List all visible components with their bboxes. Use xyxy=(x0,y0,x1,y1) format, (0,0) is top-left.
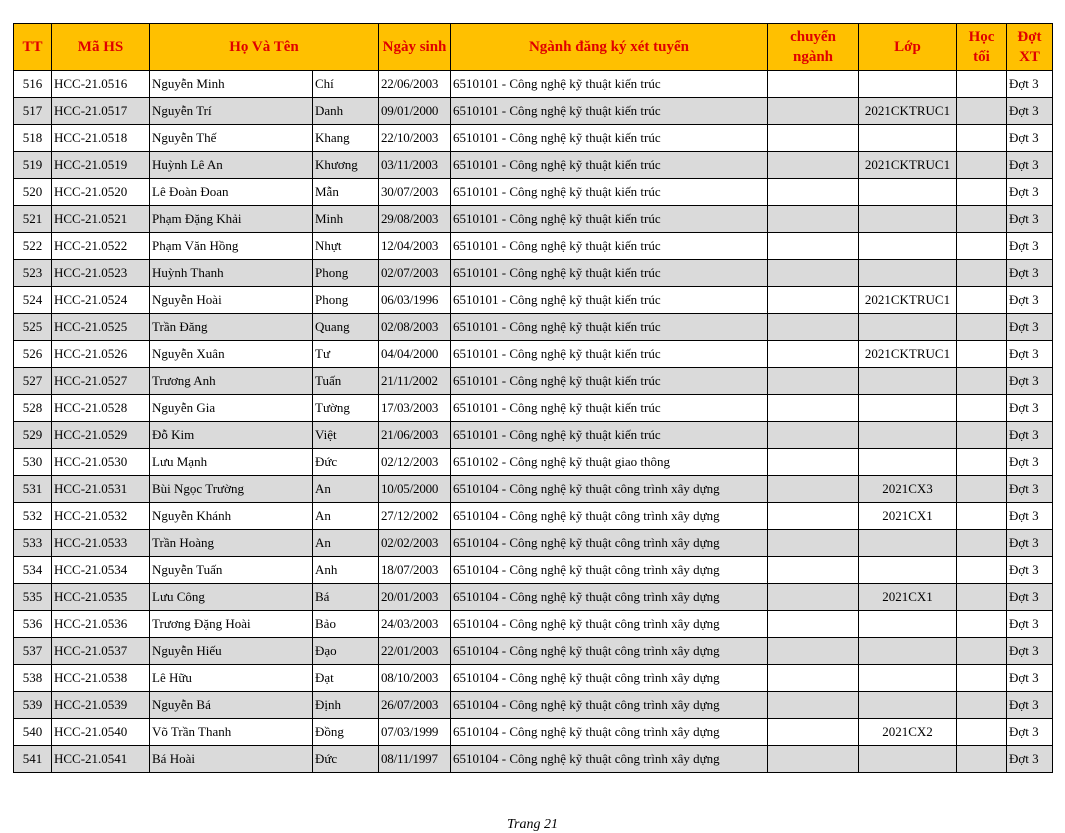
cell-ngay-sinh: 27/12/2002 xyxy=(379,503,451,530)
cell-hoc-toi xyxy=(957,719,1007,746)
cell-ngay-sinh: 22/01/2003 xyxy=(379,638,451,665)
header-chuyen-nganh: chuyển ngành xyxy=(768,24,859,71)
cell-ten: An xyxy=(313,530,379,557)
cell-tt: 521 xyxy=(14,206,52,233)
cell-hoc-toi xyxy=(957,314,1007,341)
cell-dot-xt: Đợt 3 xyxy=(1007,233,1053,260)
cell-ho: Nguyễn Trí xyxy=(150,98,313,125)
cell-hoc-toi xyxy=(957,71,1007,98)
cell-ma-hs: HCC-21.0527 xyxy=(52,368,150,395)
cell-lop xyxy=(859,746,957,773)
cell-lop xyxy=(859,611,957,638)
cell-ho: Bá Hoài xyxy=(150,746,313,773)
cell-hoc-toi xyxy=(957,341,1007,368)
cell-tt: 530 xyxy=(14,449,52,476)
cell-nganh: 6510101 - Công nghệ kỹ thuật kiến trúc xyxy=(451,179,768,206)
cell-ho: Nguyễn Hoài xyxy=(150,287,313,314)
cell-nganh: 6510101 - Công nghệ kỹ thuật kiến trúc xyxy=(451,341,768,368)
cell-tt: 535 xyxy=(14,584,52,611)
cell-tt: 518 xyxy=(14,125,52,152)
cell-ma-hs: HCC-21.0517 xyxy=(52,98,150,125)
cell-ten: Đạo xyxy=(313,638,379,665)
cell-ngay-sinh: 21/11/2002 xyxy=(379,368,451,395)
cell-ten: Quang xyxy=(313,314,379,341)
cell-hoc-toi xyxy=(957,557,1007,584)
table-row xyxy=(14,422,1053,449)
student-roster-table xyxy=(13,23,1053,773)
cell-lop xyxy=(859,422,957,449)
cell-chuyen-nganh xyxy=(768,584,859,611)
cell-nganh: 6510104 - Công nghệ kỹ thuật công trình xây dựng xyxy=(451,665,768,692)
cell-lop xyxy=(859,206,957,233)
cell-ngay-sinh: 26/07/2003 xyxy=(379,692,451,719)
cell-chuyen-nganh xyxy=(768,665,859,692)
cell-ma-hs: HCC-21.0537 xyxy=(52,638,150,665)
cell-ngay-sinh: 20/01/2003 xyxy=(379,584,451,611)
header-hoc-toi: Học tối xyxy=(957,24,1007,71)
cell-tt: 520 xyxy=(14,179,52,206)
cell-ma-hs: HCC-21.0536 xyxy=(52,611,150,638)
cell-chuyen-nganh xyxy=(768,260,859,287)
cell-tt: 522 xyxy=(14,233,52,260)
table-row xyxy=(14,260,1053,287)
table-row xyxy=(14,449,1053,476)
cell-ho: Bùi Ngọc Trường xyxy=(150,476,313,503)
cell-hoc-toi xyxy=(957,584,1007,611)
cell-lop: 2021CKTRUC1 xyxy=(859,287,957,314)
cell-ten: Tuấn xyxy=(313,368,379,395)
cell-dot-xt: Đợt 3 xyxy=(1007,125,1053,152)
cell-nganh: 6510101 - Công nghệ kỹ thuật kiến trúc xyxy=(451,368,768,395)
cell-lop xyxy=(859,395,957,422)
cell-hoc-toi xyxy=(957,368,1007,395)
cell-tt: 533 xyxy=(14,530,52,557)
table-row xyxy=(14,98,1053,125)
cell-dot-xt: Đợt 3 xyxy=(1007,611,1053,638)
cell-ma-hs: HCC-21.0534 xyxy=(52,557,150,584)
cell-tt: 516 xyxy=(14,71,52,98)
table-row xyxy=(14,584,1053,611)
cell-tt: 523 xyxy=(14,260,52,287)
cell-dot-xt: Đợt 3 xyxy=(1007,746,1053,773)
cell-hoc-toi xyxy=(957,638,1007,665)
cell-ten: Việt xyxy=(313,422,379,449)
cell-hoc-toi xyxy=(957,665,1007,692)
cell-ten: Mẫn xyxy=(313,179,379,206)
cell-nganh: 6510104 - Công nghệ kỹ thuật công trình xây dựng xyxy=(451,557,768,584)
cell-ho: Đỗ Kim xyxy=(150,422,313,449)
cell-ho: Nguyễn Bá xyxy=(150,692,313,719)
cell-chuyen-nganh xyxy=(768,152,859,179)
cell-dot-xt: Đợt 3 xyxy=(1007,665,1053,692)
cell-ten: An xyxy=(313,503,379,530)
cell-lop: 2021CX1 xyxy=(859,503,957,530)
cell-ma-hs: HCC-21.0540 xyxy=(52,719,150,746)
cell-ten: Nhựt xyxy=(313,233,379,260)
header-lop: Lớp xyxy=(859,24,957,71)
cell-ten: Tường xyxy=(313,395,379,422)
cell-dot-xt: Đợt 3 xyxy=(1007,503,1053,530)
cell-chuyen-nganh xyxy=(768,530,859,557)
cell-ten: An xyxy=(313,476,379,503)
cell-ho: Lưu Công xyxy=(150,584,313,611)
cell-chuyen-nganh xyxy=(768,611,859,638)
cell-chuyen-nganh xyxy=(768,179,859,206)
cell-ho: Võ Trần Thanh xyxy=(150,719,313,746)
cell-tt: 525 xyxy=(14,314,52,341)
cell-chuyen-nganh xyxy=(768,314,859,341)
cell-nganh: 6510101 - Công nghệ kỹ thuật kiến trúc xyxy=(451,233,768,260)
cell-hoc-toi xyxy=(957,287,1007,314)
cell-lop: 2021CKTRUC1 xyxy=(859,341,957,368)
cell-ho: Trương Đặng Hoài xyxy=(150,611,313,638)
cell-ma-hs: HCC-21.0529 xyxy=(52,422,150,449)
cell-ngay-sinh: 02/08/2003 xyxy=(379,314,451,341)
cell-ho: Nguyễn Gia xyxy=(150,395,313,422)
header-nganh: Ngành đăng ký xét tuyển xyxy=(451,24,768,71)
cell-tt: 539 xyxy=(14,692,52,719)
cell-lop xyxy=(859,530,957,557)
cell-ma-hs: HCC-21.0520 xyxy=(52,179,150,206)
cell-ho: Lê Hữu xyxy=(150,665,313,692)
cell-ngay-sinh: 24/03/2003 xyxy=(379,611,451,638)
cell-hoc-toi xyxy=(957,395,1007,422)
cell-chuyen-nganh xyxy=(768,125,859,152)
cell-hoc-toi xyxy=(957,260,1007,287)
cell-nganh: 6510101 - Công nghệ kỹ thuật kiến trúc xyxy=(451,71,768,98)
cell-nganh: 6510101 - Công nghệ kỹ thuật kiến trúc xyxy=(451,152,768,179)
header-dot-xt: Đợt XT xyxy=(1007,24,1053,71)
cell-hoc-toi xyxy=(957,125,1007,152)
cell-dot-xt: Đợt 3 xyxy=(1007,476,1053,503)
cell-nganh: 6510101 - Công nghệ kỹ thuật kiến trúc xyxy=(451,422,768,449)
cell-ho: Phạm Đặng Khải xyxy=(150,206,313,233)
cell-nganh: 6510104 - Công nghệ kỹ thuật công trình xây dựng xyxy=(451,638,768,665)
cell-ngay-sinh: 22/10/2003 xyxy=(379,125,451,152)
table-row xyxy=(14,341,1053,368)
cell-ngay-sinh: 08/11/1997 xyxy=(379,746,451,773)
table-row xyxy=(14,530,1053,557)
cell-ma-hs: HCC-21.0535 xyxy=(52,584,150,611)
cell-ngay-sinh: 09/01/2000 xyxy=(379,98,451,125)
cell-ngay-sinh: 02/07/2003 xyxy=(379,260,451,287)
cell-ma-hs: HCC-21.0530 xyxy=(52,449,150,476)
cell-nganh: 6510104 - Công nghệ kỹ thuật công trình xây dựng xyxy=(451,611,768,638)
cell-ten: Danh xyxy=(313,98,379,125)
cell-dot-xt: Đợt 3 xyxy=(1007,368,1053,395)
cell-hoc-toi xyxy=(957,476,1007,503)
cell-chuyen-nganh xyxy=(768,71,859,98)
cell-nganh: 6510104 - Công nghệ kỹ thuật công trình xây dựng xyxy=(451,530,768,557)
cell-hoc-toi xyxy=(957,206,1007,233)
cell-dot-xt: Đợt 3 xyxy=(1007,152,1053,179)
table-row xyxy=(14,395,1053,422)
cell-lop xyxy=(859,314,957,341)
cell-dot-xt: Đợt 3 xyxy=(1007,530,1053,557)
cell-ngay-sinh: 30/07/2003 xyxy=(379,179,451,206)
cell-lop xyxy=(859,260,957,287)
cell-dot-xt: Đợt 3 xyxy=(1007,98,1053,125)
cell-ho: Nguyễn Hiếu xyxy=(150,638,313,665)
cell-tt: 537 xyxy=(14,638,52,665)
cell-ten: Chí xyxy=(313,71,379,98)
cell-hoc-toi xyxy=(957,422,1007,449)
cell-lop xyxy=(859,557,957,584)
cell-lop: 2021CX2 xyxy=(859,719,957,746)
cell-nganh: 6510104 - Công nghệ kỹ thuật công trình xây dựng xyxy=(451,692,768,719)
cell-ma-hs: HCC-21.0526 xyxy=(52,341,150,368)
cell-ngay-sinh: 21/06/2003 xyxy=(379,422,451,449)
cell-ho: Nguyễn Khánh xyxy=(150,503,313,530)
cell-tt: 540 xyxy=(14,719,52,746)
table-row xyxy=(14,611,1053,638)
cell-ten: Phong xyxy=(313,287,379,314)
cell-hoc-toi xyxy=(957,503,1007,530)
cell-ngay-sinh: 29/08/2003 xyxy=(379,206,451,233)
cell-ten: Phong xyxy=(313,260,379,287)
cell-ho: Nguyễn Xuân xyxy=(150,341,313,368)
table-row xyxy=(14,71,1053,98)
cell-ma-hs: HCC-21.0523 xyxy=(52,260,150,287)
cell-chuyen-nganh xyxy=(768,422,859,449)
cell-tt: 531 xyxy=(14,476,52,503)
cell-ho: Lê Đoàn Đoan xyxy=(150,179,313,206)
cell-chuyen-nganh xyxy=(768,368,859,395)
cell-nganh: 6510104 - Công nghệ kỹ thuật công trình xây dựng xyxy=(451,476,768,503)
table-row xyxy=(14,665,1053,692)
cell-lop: 2021CX3 xyxy=(859,476,957,503)
cell-ho: Nguyễn Minh xyxy=(150,71,313,98)
cell-dot-xt: Đợt 3 xyxy=(1007,314,1053,341)
cell-lop xyxy=(859,638,957,665)
cell-tt: 517 xyxy=(14,98,52,125)
cell-ma-hs: HCC-21.0538 xyxy=(52,665,150,692)
cell-hoc-toi xyxy=(957,746,1007,773)
table-row xyxy=(14,206,1053,233)
table-row xyxy=(14,233,1053,260)
cell-ngay-sinh: 22/06/2003 xyxy=(379,71,451,98)
cell-tt: 538 xyxy=(14,665,52,692)
cell-hoc-toi xyxy=(957,449,1007,476)
cell-ho: Trần Đăng xyxy=(150,314,313,341)
cell-ngay-sinh: 02/02/2003 xyxy=(379,530,451,557)
cell-chuyen-nganh xyxy=(768,503,859,530)
cell-ma-hs: HCC-21.0528 xyxy=(52,395,150,422)
cell-nganh: 6510102 - Công nghệ kỹ thuật giao thông xyxy=(451,449,768,476)
cell-ten: Đạt xyxy=(313,665,379,692)
cell-ho: Huỳnh Lê An xyxy=(150,152,313,179)
table-row xyxy=(14,179,1053,206)
cell-ten: Đức xyxy=(313,449,379,476)
cell-ngay-sinh: 03/11/2003 xyxy=(379,152,451,179)
cell-tt: 526 xyxy=(14,341,52,368)
cell-nganh: 6510101 - Công nghệ kỹ thuật kiến trúc xyxy=(451,395,768,422)
cell-ma-hs: HCC-21.0518 xyxy=(52,125,150,152)
cell-ma-hs: HCC-21.0533 xyxy=(52,530,150,557)
table-row xyxy=(14,719,1053,746)
cell-dot-xt: Đợt 3 xyxy=(1007,638,1053,665)
cell-tt: 527 xyxy=(14,368,52,395)
cell-tt: 519 xyxy=(14,152,52,179)
cell-nganh: 6510104 - Công nghệ kỹ thuật công trình xây dựng xyxy=(451,719,768,746)
cell-dot-xt: Đợt 3 xyxy=(1007,341,1053,368)
cell-ma-hs: HCC-21.0531 xyxy=(52,476,150,503)
cell-ma-hs: HCC-21.0524 xyxy=(52,287,150,314)
cell-tt: 534 xyxy=(14,557,52,584)
cell-ho: Lưu Mạnh xyxy=(150,449,313,476)
cell-chuyen-nganh xyxy=(768,206,859,233)
cell-dot-xt: Đợt 3 xyxy=(1007,584,1053,611)
cell-ngay-sinh: 04/04/2000 xyxy=(379,341,451,368)
cell-ho: Trương Anh xyxy=(150,368,313,395)
cell-lop: 2021CX1 xyxy=(859,584,957,611)
cell-dot-xt: Đợt 3 xyxy=(1007,206,1053,233)
cell-lop xyxy=(859,692,957,719)
cell-dot-xt: Đợt 3 xyxy=(1007,557,1053,584)
cell-ma-hs: HCC-21.0539 xyxy=(52,692,150,719)
cell-lop xyxy=(859,665,957,692)
cell-lop xyxy=(859,125,957,152)
cell-ten: Khang xyxy=(313,125,379,152)
table-row xyxy=(14,314,1053,341)
cell-hoc-toi xyxy=(957,611,1007,638)
cell-chuyen-nganh xyxy=(768,395,859,422)
page-number: Trang 21 xyxy=(507,817,558,832)
cell-dot-xt: Đợt 3 xyxy=(1007,692,1053,719)
cell-chuyen-nganh xyxy=(768,557,859,584)
table-row xyxy=(14,287,1053,314)
cell-tt: 524 xyxy=(14,287,52,314)
cell-nganh: 6510104 - Công nghệ kỹ thuật công trình xây dựng xyxy=(451,584,768,611)
cell-lop xyxy=(859,449,957,476)
cell-ma-hs: HCC-21.0521 xyxy=(52,206,150,233)
cell-dot-xt: Đợt 3 xyxy=(1007,260,1053,287)
cell-chuyen-nganh xyxy=(768,719,859,746)
cell-ho: Phạm Văn Hồng xyxy=(150,233,313,260)
cell-nganh: 6510101 - Công nghệ kỹ thuật kiến trúc xyxy=(451,125,768,152)
cell-hoc-toi xyxy=(957,530,1007,557)
cell-ho: Nguyễn Tuấn xyxy=(150,557,313,584)
header-ngay-sinh: Ngày sinh xyxy=(379,24,451,71)
cell-ma-hs: HCC-21.0532 xyxy=(52,503,150,530)
table-row xyxy=(14,152,1053,179)
cell-lop xyxy=(859,179,957,206)
cell-chuyen-nganh xyxy=(768,746,859,773)
cell-ten: Đồng xyxy=(313,719,379,746)
cell-chuyen-nganh xyxy=(768,233,859,260)
cell-ngay-sinh: 02/12/2003 xyxy=(379,449,451,476)
table-row xyxy=(14,557,1053,584)
cell-ngay-sinh: 17/03/2003 xyxy=(379,395,451,422)
table-row xyxy=(14,638,1053,665)
cell-tt: 536 xyxy=(14,611,52,638)
cell-tt: 528 xyxy=(14,395,52,422)
cell-chuyen-nganh xyxy=(768,287,859,314)
cell-nganh: 6510104 - Công nghệ kỹ thuật công trình xây dựng xyxy=(451,503,768,530)
cell-dot-xt: Đợt 3 xyxy=(1007,422,1053,449)
cell-ngay-sinh: 08/10/2003 xyxy=(379,665,451,692)
table-header-row xyxy=(14,24,1053,71)
cell-ngay-sinh: 18/07/2003 xyxy=(379,557,451,584)
header-ho-ten: Họ Và Tên xyxy=(150,24,379,71)
cell-chuyen-nganh xyxy=(768,449,859,476)
cell-ten: Tư xyxy=(313,341,379,368)
cell-dot-xt: Đợt 3 xyxy=(1007,179,1053,206)
cell-ten: Định xyxy=(313,692,379,719)
cell-nganh: 6510101 - Công nghệ kỹ thuật kiến trúc xyxy=(451,98,768,125)
cell-lop: 2021CKTRUC1 xyxy=(859,152,957,179)
cell-ten: Khương xyxy=(313,152,379,179)
cell-dot-xt: Đợt 3 xyxy=(1007,71,1053,98)
cell-nganh: 6510101 - Công nghệ kỹ thuật kiến trúc xyxy=(451,314,768,341)
cell-ho: Huỳnh Thanh xyxy=(150,260,313,287)
table-row xyxy=(14,476,1053,503)
cell-chuyen-nganh xyxy=(768,341,859,368)
table-body xyxy=(14,71,1053,773)
cell-chuyen-nganh xyxy=(768,98,859,125)
cell-ho: Nguyễn Thế xyxy=(150,125,313,152)
table-row xyxy=(14,746,1053,773)
cell-chuyen-nganh xyxy=(768,692,859,719)
cell-ma-hs: HCC-21.0525 xyxy=(52,314,150,341)
cell-ten: Đức xyxy=(313,746,379,773)
cell-ma-hs: HCC-21.0522 xyxy=(52,233,150,260)
cell-dot-xt: Đợt 3 xyxy=(1007,395,1053,422)
table-row xyxy=(14,125,1053,152)
cell-ngay-sinh: 07/03/1999 xyxy=(379,719,451,746)
cell-lop xyxy=(859,71,957,98)
cell-hoc-toi xyxy=(957,152,1007,179)
header-tt: TT xyxy=(14,24,52,71)
cell-ten: Bá xyxy=(313,584,379,611)
cell-nganh: 6510101 - Công nghệ kỹ thuật kiến trúc xyxy=(451,260,768,287)
cell-tt: 532 xyxy=(14,503,52,530)
cell-lop xyxy=(859,233,957,260)
cell-chuyen-nganh xyxy=(768,476,859,503)
cell-nganh: 6510104 - Công nghệ kỹ thuật công trình xây dựng xyxy=(451,746,768,773)
cell-ten: Anh xyxy=(313,557,379,584)
cell-tt: 541 xyxy=(14,746,52,773)
cell-dot-xt: Đợt 3 xyxy=(1007,287,1053,314)
cell-ma-hs: HCC-21.0516 xyxy=(52,71,150,98)
table-row xyxy=(14,368,1053,395)
cell-ma-hs: HCC-21.0541 xyxy=(52,746,150,773)
cell-ten: Bảo xyxy=(313,611,379,638)
cell-hoc-toi xyxy=(957,233,1007,260)
cell-tt: 529 xyxy=(14,422,52,449)
cell-ho: Trần Hoàng xyxy=(150,530,313,557)
cell-lop: 2021CKTRUC1 xyxy=(859,98,957,125)
table-row xyxy=(14,503,1053,530)
cell-dot-xt: Đợt 3 xyxy=(1007,719,1053,746)
table-row xyxy=(14,692,1053,719)
header-ma-hs: Mã HS xyxy=(52,24,150,71)
cell-ngay-sinh: 06/03/1996 xyxy=(379,287,451,314)
cell-lop xyxy=(859,368,957,395)
cell-ngay-sinh: 10/05/2000 xyxy=(379,476,451,503)
cell-nganh: 6510101 - Công nghệ kỹ thuật kiến trúc xyxy=(451,206,768,233)
cell-hoc-toi xyxy=(957,98,1007,125)
cell-dot-xt: Đợt 3 xyxy=(1007,449,1053,476)
cell-hoc-toi xyxy=(957,692,1007,719)
cell-nganh: 6510101 - Công nghệ kỹ thuật kiến trúc xyxy=(451,287,768,314)
cell-hoc-toi xyxy=(957,179,1007,206)
cell-ma-hs: HCC-21.0519 xyxy=(52,152,150,179)
cell-ngay-sinh: 12/04/2003 xyxy=(379,233,451,260)
cell-ten: Minh xyxy=(313,206,379,233)
cell-chuyen-nganh xyxy=(768,638,859,665)
